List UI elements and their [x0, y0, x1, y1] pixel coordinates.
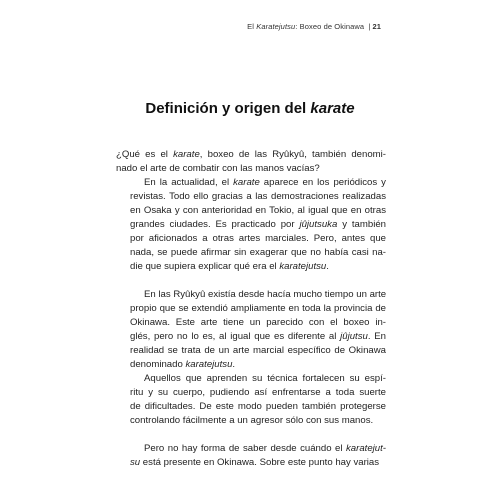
text-line	[116, 358, 386, 372]
running-head-suffix: : Boxeo de Okinawa	[295, 22, 365, 31]
chapter-title	[0, 100, 500, 117]
text-run: , boxeo de las Ryûkyû, también denomi-	[199, 149, 386, 160]
italic-term: karate	[173, 149, 200, 160]
text-line	[116, 190, 386, 204]
text-run: Okinawa. Este arte tiene un parecido con el boxeo in-	[130, 317, 386, 328]
text-run: Aquellos que aprenden su técnica fortalecen su espí-	[144, 373, 386, 384]
text-line	[116, 372, 386, 386]
text-line	[116, 414, 386, 428]
text-run: denominado	[130, 359, 186, 370]
text-run: . En	[367, 331, 386, 342]
text-line	[116, 204, 386, 218]
chapter-title-main: Definición y origen del	[145, 100, 311, 117]
text-run: realidad se trata de un arte marcial específico de Okinawa	[130, 345, 386, 356]
text-run: nado el arte de combatir con las manos vacías?	[116, 163, 320, 174]
text-run: En las Ryûkyû existía desde hacía mucho tiempo un arte	[144, 289, 387, 300]
text-run: de dificultades. De este modo pueden también protegerse	[130, 401, 386, 412]
text-run: ¿Qué es el	[116, 149, 174, 160]
paragraph	[116, 442, 386, 470]
text-line	[116, 148, 386, 162]
text-line	[116, 456, 386, 470]
italic-term: karatejutsu	[185, 359, 233, 370]
body-text	[116, 148, 386, 470]
text-line	[116, 442, 386, 456]
text-run: die que supiera explicar qué era el	[130, 261, 280, 272]
text-line	[116, 232, 386, 246]
text-line	[116, 162, 386, 176]
text-line	[116, 176, 386, 190]
text-run: .	[326, 261, 329, 272]
text-line	[116, 288, 386, 302]
italic-term: jûjutsu	[340, 331, 368, 342]
text-line	[116, 260, 386, 274]
text-run: ritu y su cuerpo, pudiendo así enfrentarse a toda suerte	[130, 387, 386, 398]
text-line	[116, 218, 386, 232]
running-head-italic: Karatejutsu	[256, 22, 296, 31]
text-run: propio que se extendió ampliamente en toda la provincia de	[130, 303, 386, 314]
paragraph	[116, 372, 386, 428]
text-run: aparece en los periódicos y	[259, 177, 386, 188]
text-run: en Osaka y con anterioridad en Tokio, al igual que en otras	[130, 205, 386, 216]
italic-term: karatejut-	[346, 443, 386, 454]
italic-term: jûjutsuka	[299, 219, 338, 230]
text-line	[116, 330, 386, 344]
text-line	[116, 316, 386, 330]
text-line	[116, 246, 386, 260]
text-run: .	[232, 359, 236, 370]
text-run: revistas. Todo ello gracias a las demostraciones realizadas	[130, 191, 386, 202]
text-line	[116, 400, 386, 414]
text-run: glés, pero no lo es, al igual que es diferente al	[130, 331, 341, 342]
text-line	[116, 386, 386, 400]
paragraph	[116, 176, 386, 274]
text-run: está presente en Okinawa. Sobre este punto hay varias	[140, 457, 380, 468]
text-run: por aficionados a otras artes marciales. Pero, antes que	[130, 233, 386, 244]
text-run: nada, se puede afirmar sin exagerar que no había casi na-	[130, 247, 386, 258]
page-number: 21	[372, 22, 381, 31]
text-run: En la actualidad, el	[144, 177, 234, 188]
text-run: grandes ciudades. Es practicado por	[130, 219, 300, 230]
text-run: y también	[337, 219, 387, 230]
chapter-title-italic: karate	[310, 100, 355, 117]
italic-term: su	[130, 457, 141, 468]
text-run: Pero no hay forma de saber desde cuándo el	[144, 443, 346, 454]
running-head-prefix: El	[247, 22, 257, 31]
text-line	[116, 344, 386, 358]
running-head-separator: |	[368, 22, 371, 31]
italic-term: karatejutsu	[279, 261, 327, 272]
running-head	[247, 22, 381, 31]
paragraph	[116, 288, 386, 372]
paragraph	[116, 148, 386, 176]
italic-term: karate	[233, 177, 260, 188]
text-run: controlando fácilmente a un agresor sólo con sus manos.	[130, 415, 374, 426]
text-line	[116, 302, 386, 316]
